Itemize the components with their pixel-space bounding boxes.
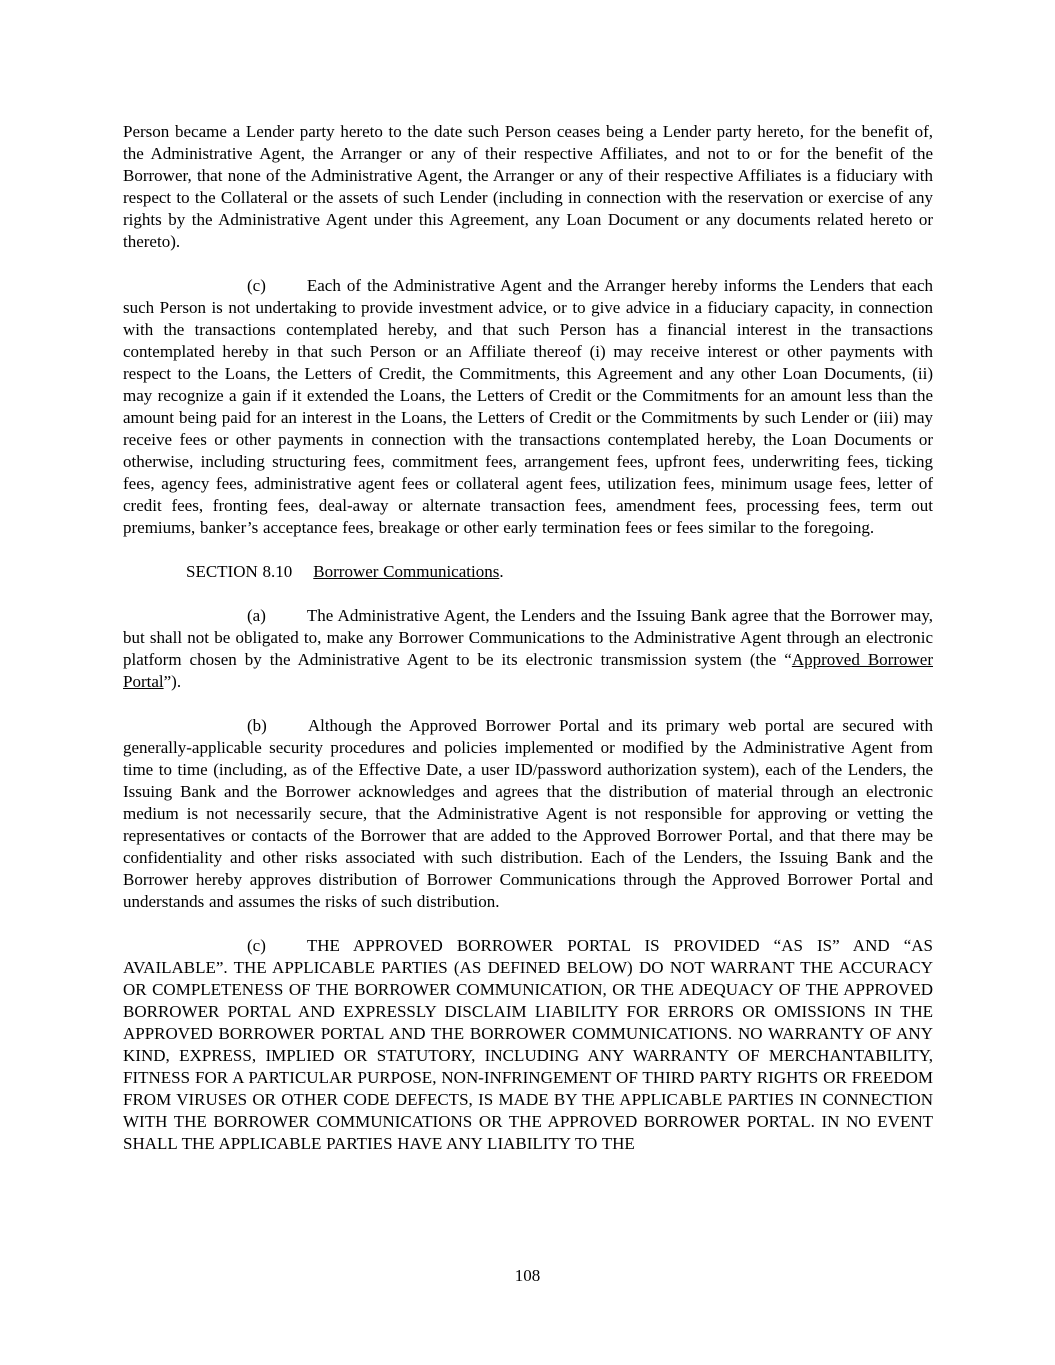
paragraph-label: (c): [247, 936, 266, 955]
paragraph-text: THE APPROVED BORROWER PORTAL IS PROVIDED “AS IS” AND “AS AVAILABLE”. THE APPLICABLE PARTIES (AS DEFINED BELOW) DO NOT WARRANT THE ACCURACY OR COMPLETENESS OF THE BORROWER COMMUNICATION, OR THE ADEQUACY OF THE APPROVED BORROWER PORTAL AND EXPRESSLY DISCLAIM LIABILITY FOR ERRORS OR OMISSIONS IN THE APPROVED BORROWER PORTAL AND THE BORROWER COMMUNICATIONS. NO WARRANTY OF ANY KIND, EXPRESS, IMPLIED OR STATUTORY, INCLUDING ANY WARRANTY OF MERCHANTABILITY, FITNESS FOR A PARTICULAR PURPOSE, NON-INFRINGEMENT OF THIRD PARTY RIGHTS OR FREEDOM FROM VIRUSES OR OTHER CODE DEFECTS, IS MADE BY THE APPLICABLE PARTIES IN CONNECTION WITH THE BORROWER COMMUNICATIONS OR THE APPROVED BORROWER PORTAL. IN NO EVENT SHALL THE APPLICABLE PARTIES HAVE ANY LIABILITY TO THE: [123, 936, 933, 1153]
paragraph-label: (c): [247, 276, 266, 295]
paragraph-label: (a): [247, 606, 266, 625]
paragraph-label: (b): [247, 716, 267, 735]
paragraph-a-borrower-communications: [123, 605, 933, 693]
section-title-period: .: [499, 562, 504, 581]
paragraph-c-lender-notice: [123, 275, 933, 539]
defined-term-approved-borrower-portal: Approved Borrower Portal: [123, 650, 933, 691]
section-8-10-heading: [123, 561, 933, 583]
paragraph-text: ”).: [163, 672, 182, 691]
paragraph-text: Although the Approved Borrower Portal and its primary web portal are secured with generally-applicable security procedures and policies implemented or modified by the Administrative Agent from time to time (including, as of the Effective Date, a user ID/password authorization system), each of the Lenders, the Issuing Bank and the Borrower acknowledges and agrees that the distribution of material through an electronic medium is not necessarily secure, that the Administrative Agent is not responsible for approving or vetting the representatives or contacts of the Borrower that are added to the Approved Borrower Portal, and that there may be confidentiality and other risks associated with such distribution. Each of the Lenders, the Issuing Bank and the Borrower hereby approves distribution of Borrower Communications through the Approved Borrower Portal and understands and assumes the risks of such distribution.: [123, 716, 933, 911]
paragraph-fiduciary-continuation: [123, 121, 933, 253]
paragraph-text: Each of the Administrative Agent and the Arranger hereby informs the Lenders that each such Person is not undertaking to provide investment advice, or to give advice in a fiduciary capacity, in connection with the transactions contemplated hereby, and that such Person has a financial interest in the transactions contemplated hereby in that such Person or an Affiliate thereof (i) may receive interest or other payments with respect to the Loans, the Letters of Credit, the Commitments, this Agreement and any other Loan Documents, (ii) may recognize a gain if it extended the Loans, the Letters of Credit or the Commitments for an amount less than the amount being paid for an interest in the Loans, the Letters of Credit or the Commitments by such Lender or (iii) may receive fees or other payments in connection with the transactions contemplated hereby, the Loan Documents or otherwise, including structuring fees, commitment fees, arrangement fees, upfront fees, underwriting fees, ticking fees, agency fees, administrative agent fees or collateral agent fees, utilization fees, minimum usage fees, letter of credit fees, fronting fees, deal-away or alternate transaction fees, amendment fees, processing fees, term out premiums, banker’s acceptance fees, breakage or other early termination fees or fees similar to the foregoing.: [123, 276, 933, 537]
paragraph-text: Person became a Lender party hereto to the date such Person ceases being a Lender party hereto, for the benefit of, the Administrative Agent, the Arranger or any of their respective Affiliates, and not to or for the benefit of the Borrower, that none of the Administrative Agent, the Arranger or any of their respective Affiliates is a fiduciary with respect to the Collateral or the assets of such Lender (including in connection with the reservation or exercise of any rights by the Administrative Agent under this Agreement, any Loan Document or any documents related hereto or thereto).: [123, 122, 933, 251]
paragraph-b-portal-security: [123, 715, 933, 913]
page-number: 108: [514, 1266, 541, 1285]
section-title: Borrower Communications: [313, 562, 500, 581]
paragraph-text: The Administrative Agent, the Lenders and the Issuing Bank agree that the Borrower may, but shall not be obligated to, make any Borrower Communications to the Administrative Agent through an electronic platform chosen by the Administrative Agent to be its electronic transmission system (the “: [123, 606, 933, 669]
section-label: SECTION 8.10: [186, 562, 293, 581]
paragraph-c-disclaimer: [123, 935, 933, 1155]
